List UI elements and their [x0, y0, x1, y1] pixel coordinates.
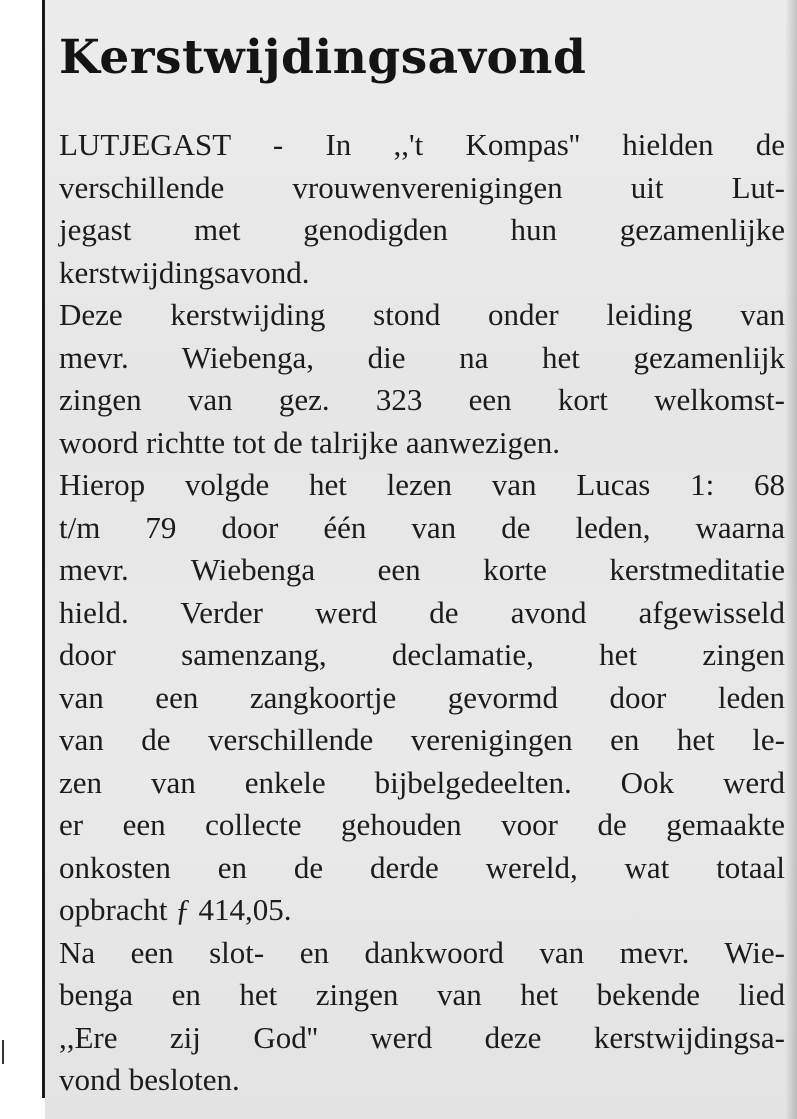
text-line: ,,Ere zij God'' werd deze kerstwijdingsa-: [59, 1019, 785, 1055]
text-line: woord richtte tot de talrijke aanwezigen.: [59, 424, 560, 460]
text-line: mevr. Wiebenga, die na het gezamenlijk: [59, 339, 785, 375]
text-line: LUTJEGAST - In ,,'t Kompas'' hielden de: [59, 127, 785, 162]
article-headline: Kerstwijdingsavond: [59, 30, 587, 85]
text-line: verschillende vrouwenverenigingen uit Lut-: [59, 169, 785, 205]
text-line: mevr. Wiebenga een korte kerstmeditatie: [59, 552, 785, 587]
margin-mark: [2, 1040, 4, 1064]
text-line: van een zangkoortje gevormd door leden: [59, 679, 785, 715]
text-line: er een collecte gehouden voor de gemaakte: [59, 807, 785, 842]
text-line: benga en het zingen van het bekende lied: [59, 977, 785, 1012]
text-line: van de verschillende verenigingen en het le-: [59, 722, 785, 757]
text-line: zingen van gez. 323 een kort welkomst-: [59, 382, 785, 417]
text-line: zen van enkele bijbelgedeelten. Ook werd: [59, 764, 785, 800]
article-body: [59, 124, 785, 1102]
page-margin: [0, 0, 46, 1119]
newspaper-clipping: [45, 0, 797, 1119]
text-line: Na een slot- en dankwoord van mevr. Wie-: [59, 934, 785, 970]
text-line: hield. Verder werd de avond afgewisseld: [59, 594, 785, 630]
text-line: kerstwijdingsavond.: [59, 254, 310, 290]
text-line: jegast met genodigden hun gezamenlijke: [59, 212, 785, 247]
text-line: vond besloten.: [59, 1062, 240, 1097]
text-line: Hierop volgde het lezen van Lucas 1: 68: [59, 467, 785, 502]
text-line: door samenzang, declamatie, het zingen: [59, 637, 785, 672]
text-line: Deze kerstwijding stond onder leiding van: [59, 297, 785, 332]
text-line: onkosten en de derde wereld, wat totaal: [59, 849, 785, 885]
text-line: t/m 79 door één van de leden, waarna: [59, 509, 785, 545]
text-line: opbracht ƒ 414,05.: [59, 892, 292, 927]
